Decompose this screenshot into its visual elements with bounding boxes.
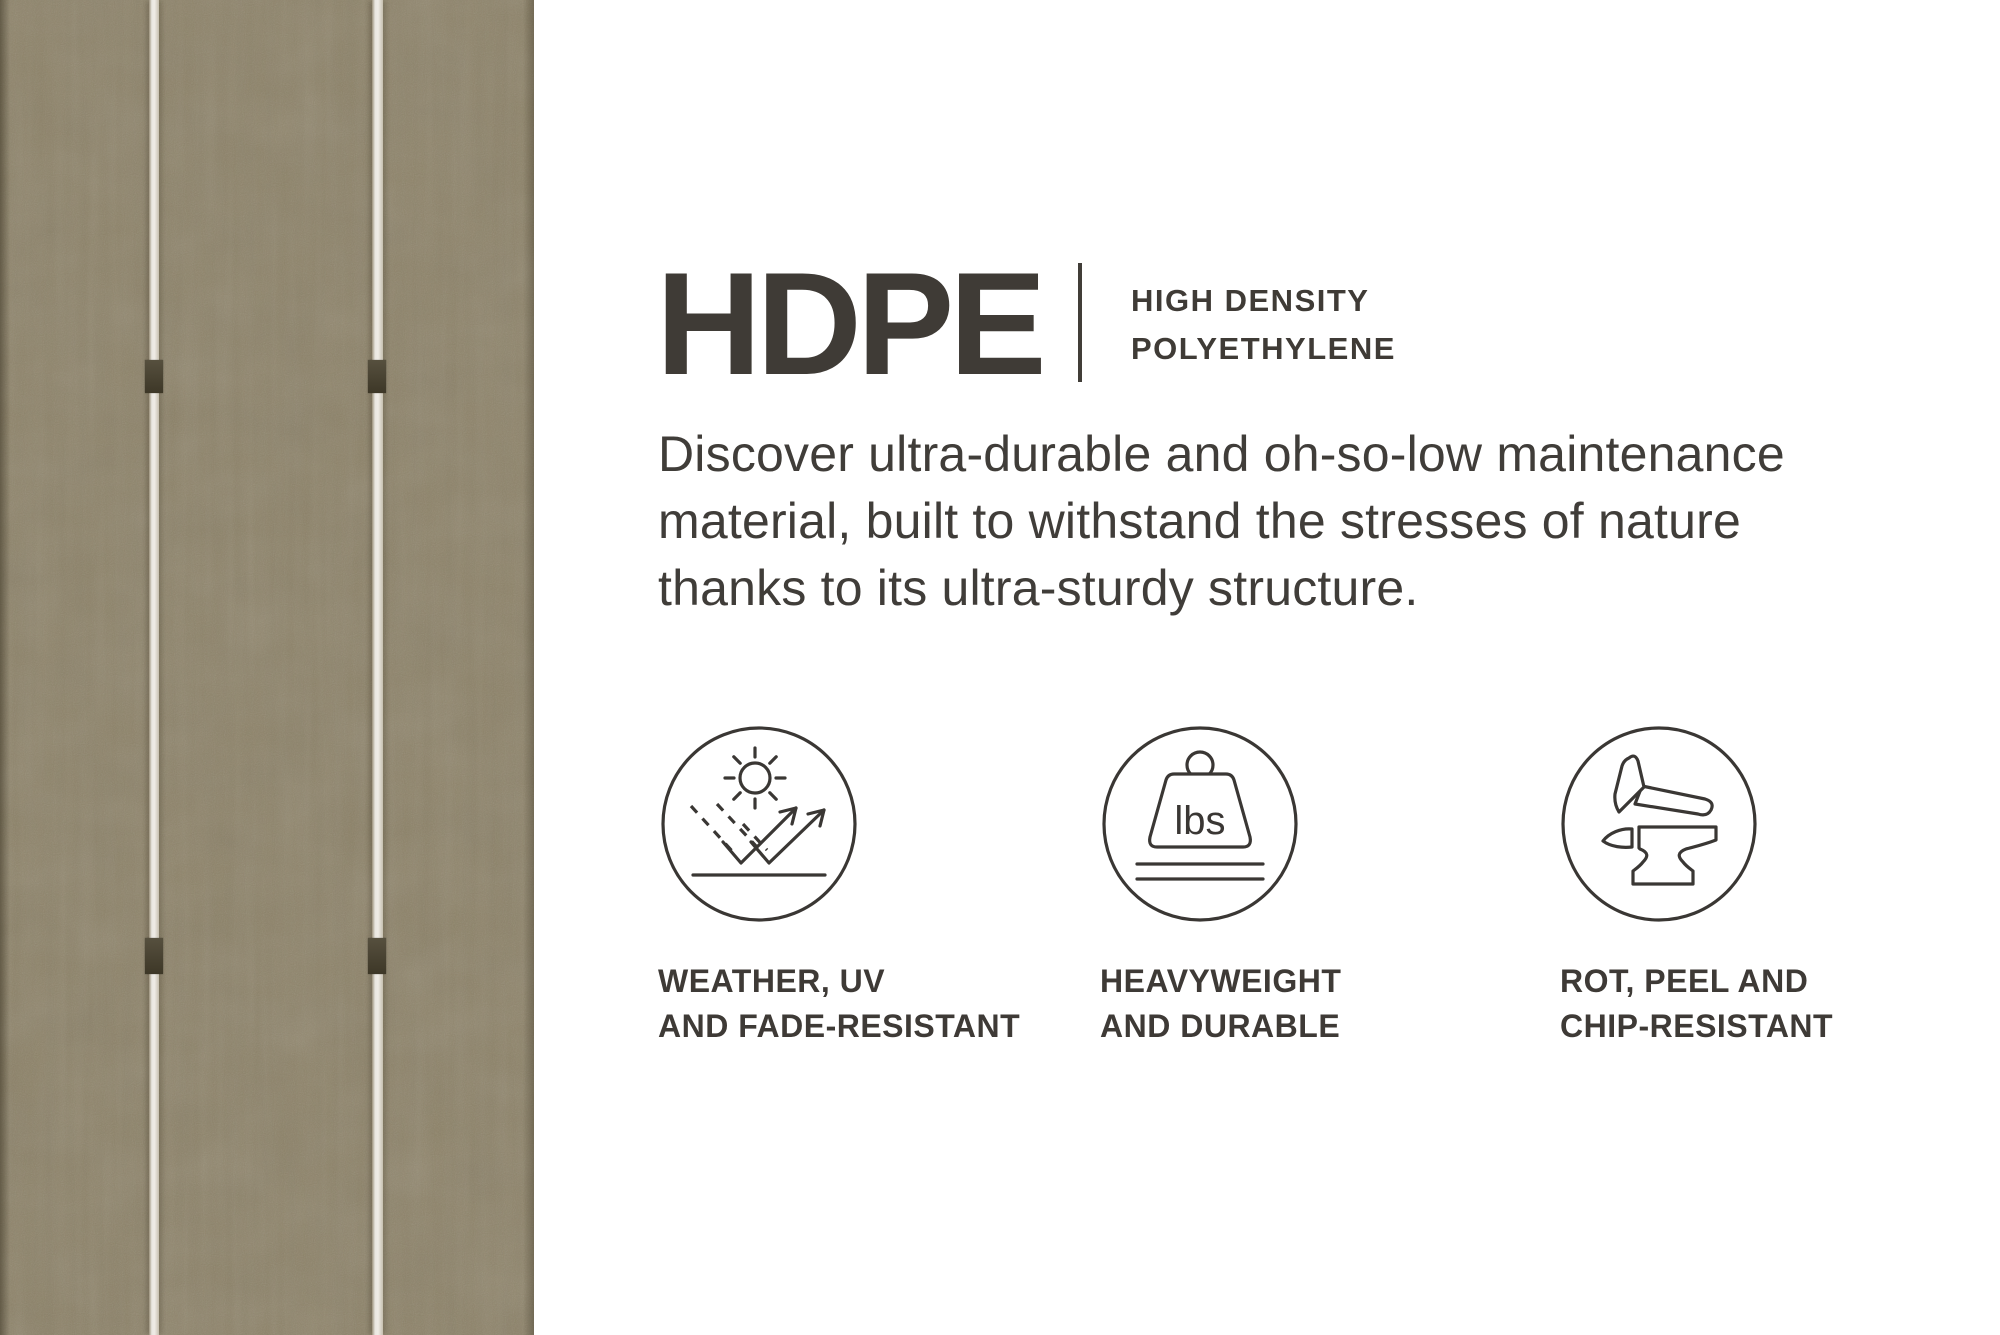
feature-label-line: HEAVYWEIGHT <box>1100 963 1342 999</box>
board-joint <box>368 938 386 974</box>
feature-weather-uv <box>659 724 859 924</box>
wood-grain-texture <box>0 0 534 1335</box>
subtitle-line: HIGH DENSITY <box>1131 283 1370 318</box>
feature-label-heavyweight <box>1100 959 1341 1049</box>
feature-label-rot <box>1560 959 1833 1049</box>
board-gap <box>149 0 159 1335</box>
description-line: Discover ultra-durable and oh-so-low maintenance <box>658 426 1785 482</box>
feature-label-line: ROT, PEEL AND <box>1560 963 1809 999</box>
feature-label-line: CHIP-RESISTANT <box>1560 1008 1834 1044</box>
feature-label-weather <box>658 959 1020 1049</box>
feature-label-line: AND FADE-RESISTANT <box>658 1008 1021 1044</box>
deck-texture-panel <box>0 0 534 1335</box>
board-joint <box>145 360 163 393</box>
description-line: thanks to its ultra-sturdy structure. <box>658 560 1419 616</box>
page-title: HDPE <box>656 242 1042 405</box>
feature-label-line: AND DURABLE <box>1100 1008 1341 1044</box>
feature-label-line: WEATHER, UV <box>658 963 886 999</box>
board-joint <box>145 938 163 974</box>
description-paragraph <box>658 421 1898 622</box>
weight-lbs-icon <box>1100 724 1300 924</box>
feature-heavyweight <box>1100 724 1300 924</box>
board-gap <box>372 0 383 1335</box>
board-edge-shadow <box>0 0 10 1335</box>
weight-unit-text: lbs <box>1174 799 1226 843</box>
sun-uv-reflection-icon <box>659 724 859 924</box>
title-divider <box>1078 263 1082 382</box>
board-edge-shadow <box>523 0 534 1335</box>
hammer-anvil-icon <box>1559 724 1759 924</box>
title-subtitle <box>1131 277 1396 373</box>
subtitle-line: POLYETHYLENE <box>1131 331 1396 366</box>
board-joint <box>368 360 386 393</box>
description-line: material, built to withstand the stresses of nature <box>658 493 1741 549</box>
feature-rot-resistant <box>1559 724 1759 924</box>
